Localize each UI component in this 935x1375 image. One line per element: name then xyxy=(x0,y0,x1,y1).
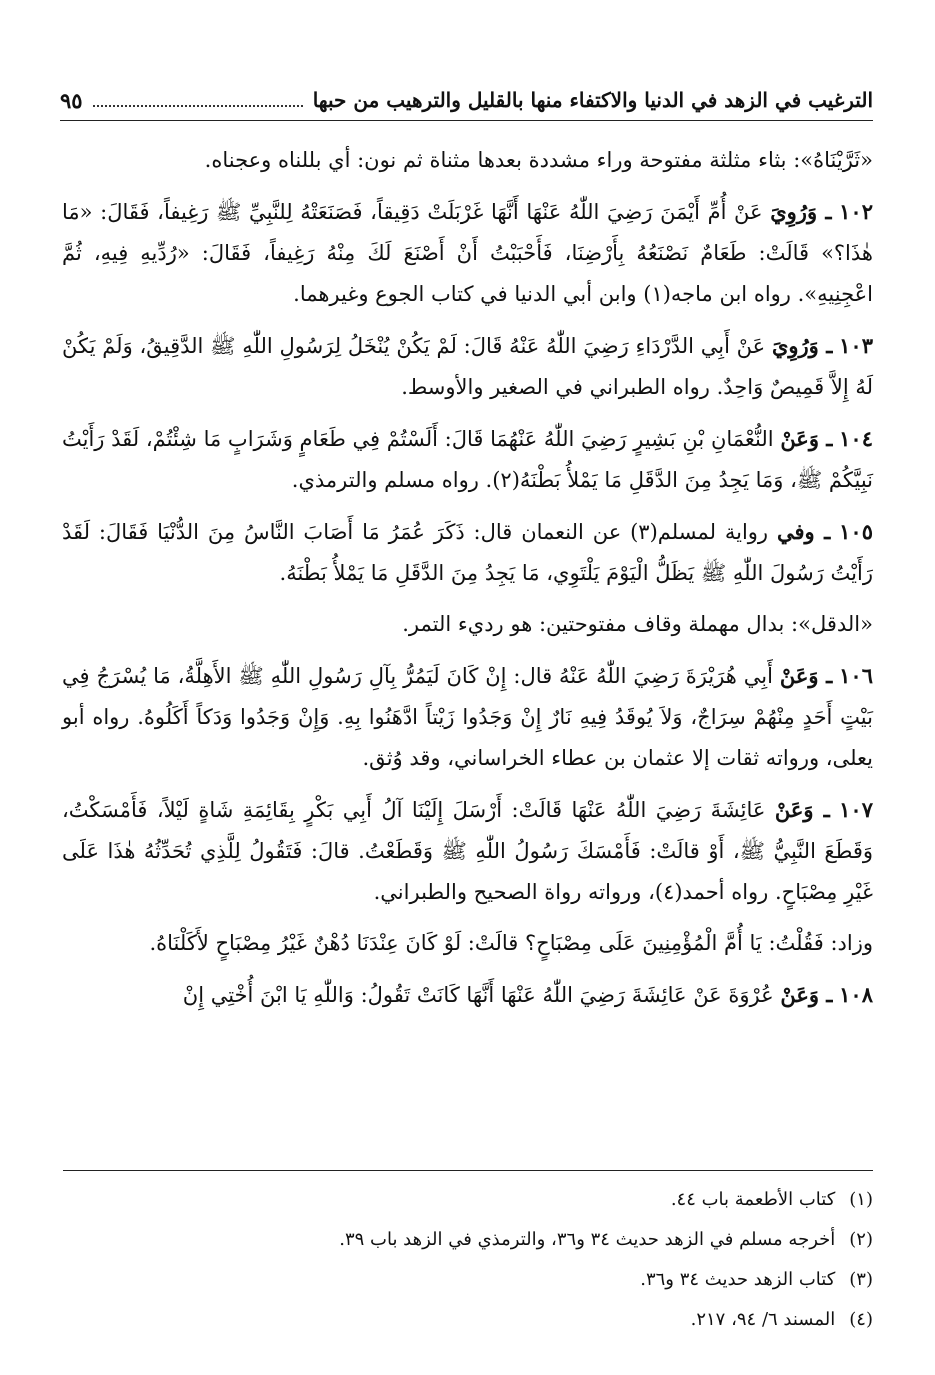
hadith-lead: ـ وَعَنْ xyxy=(779,663,833,688)
footnote-number: (٢) xyxy=(849,1229,873,1250)
hadith-text: أَبِي هُرَيْرَةَ رَضِيَ اللّٰهُ عَنْهُ قال: إِنْ كَانَ لَيَمُرُّ بِآلِ رَسُولِ اللّٰهِ ﷺ الأَهِلَّةُ، مَا يُسْرَجُ فِي بَيْتٍ أَحَدٍ مِنْهُمْ سِرَاجٌ، وَلاَ يُوقَدُ فِيهِ نَارٌ إِنْ وَجَدُوا زَيْتاً ادَّهَنُوا بِهِ. وَإِنْ وَجَدُوا وَدَكاً أَكَلُوهُ. رواه أبو يعلى، ورواته ثقات إلا عثمان بن عطاء الخراساني، وقد وُثق. xyxy=(62,664,873,770)
hadith-108 xyxy=(62,974,873,1016)
leader-dots xyxy=(93,93,303,107)
footnote-4 xyxy=(62,1300,873,1340)
hadith-number: ١٠٢ xyxy=(839,199,873,224)
hadith-number: ١٠٤ xyxy=(839,426,873,451)
hadith-107 xyxy=(62,789,873,913)
hadith-103 xyxy=(62,325,873,408)
hadith-number: ١٠٥ xyxy=(839,519,873,544)
hadith-lead: ـ وفي xyxy=(776,519,831,544)
hadith-number: ١٠٦ xyxy=(839,663,873,688)
hadith-text: رواية لمسلم(٣) عن النعمان قال: ذَكَرَ عُمَرُ مَا أَصَابَ النَّاسُ مِنَ الدُّنْيَا فَقَالَ: لَقَدْ رَأَيْتُ رَسُولَ اللّٰهِ ﷺ يَظَلُّ الْيَوْمَ يَلْتَوِي، مَا يَجِدُ مِنَ الدَّقَلِ مَا يَمْلأُ بَطْنَهُ. xyxy=(62,520,873,585)
running-title: الترغيب في الزهد في الدنيا والاكتفاء منها بالقليل والترهيب من حبها xyxy=(312,88,873,112)
footnote-1 xyxy=(62,1180,873,1220)
hadith-number: ١٠٣ xyxy=(839,333,873,358)
hadith-105 xyxy=(62,511,873,594)
hadith-lead: ـ وَرُوِيَ xyxy=(771,333,833,358)
hadith-106 xyxy=(62,655,873,779)
hadith-number: ١٠٧ xyxy=(839,797,873,822)
note-zad: وزاد: فَقُلْتُ: يَا أُمَّ الْمُؤْمِنِينَ عَلَى مِصْبَاحٍ؟ قالَتْ: لَوْ كَانَ عِنْدَنَا دُهْنٌ غَيْرُ مِصْبَاحٍ لأَكَلْنَاهُ. xyxy=(149,931,873,955)
page-body xyxy=(62,140,873,1026)
footnote-text: المسند ٦/ ٩٤، ٢١٧. xyxy=(690,1309,836,1330)
footnote-text: كتاب الأطعمة باب ٤٤. xyxy=(670,1189,836,1210)
footnotes xyxy=(62,1180,873,1340)
footnote-text: كتاب الزهد حديث ٣٤ و٣٦. xyxy=(640,1269,836,1290)
footnote-number: (١) xyxy=(849,1189,873,1210)
note-daqal: «الدقل»: بدال مهملة وقاف مفتوحتين: هو رديء التمر. xyxy=(402,612,873,636)
page-number: ٩٥ xyxy=(60,87,83,113)
hadith-text: عَائِشَةَ رَضِيَ اللّٰهُ عَنْهَا قَالَتْ: أَرْسَلَ إِلَيْنَا آلُ أَبِي بَكْرٍ بِقَائِمَةِ شَاةٍ لَيْلاً، فَأَمْسَكْتُ، وَقَطَعَ النَّبِيُّ ﷺ، أَوْ قالَتْ: فَأَمْسَكَ رَسُولُ اللّٰهِ ﷺ وَقَطَعْتُ. قالَ: فَتَقُولُ لِلَّذِي تُحَدِّثُهُ هٰذَا عَلَى غَيْرِ مِصْبَاحٍ. رواه أحمد(٤)، ورواته رواة الصحيح والطبراني. xyxy=(62,798,873,904)
footnote-2 xyxy=(62,1220,873,1260)
hadith-102 xyxy=(62,191,873,315)
hadith-text: عَنْ أَبِي الدَّرْدَاءِ رَضِيَ اللّٰهُ عَنْهُ قَالَ: لَمْ يَكُنْ يُنْخَلُ لِرَسُولِ اللّٰهِ ﷺ الدَّقِيقُ، وَلَمْ يَكُنْ لَهُ إِلاَّ قَمِيصٌ وَاحِدٌ. رواه الطبراني في الصغير والأوسط. xyxy=(62,334,873,399)
hadith-number: ١٠٨ xyxy=(839,982,873,1007)
footnote-divider xyxy=(63,1170,873,1171)
hadith-lead: ـ وَرُوِيَ xyxy=(770,199,832,224)
footnote-text: أخرجه مسلم في الزهد حديث ٣٤ و٣٦، والترمذي في الزهد باب ٣٩. xyxy=(339,1229,836,1250)
hadith-text: عَنْ أُمِّ أَيْمَنَ رَضِيَ اللّٰهُ عَنْهَا أَنَّهَا غَرْبَلَتْ دَقِيقاً، فَصَنَعَتْهُ لِلنَّبِيِّ ﷺ رَغِيفاً، فَقَالَ: «مَا هٰذَا؟» قَالَتْ: طَعَامٌ نَصْنَعُهُ بِأَرْضِنَا، فَأَحْبَبْتُ أَنْ أَصْنَعَ لَكَ مِنْهُ رَغِيفاً، فَقَالَ: «رُدِّيهِ فِيهِ، ثُمَّ اعْجِنِيهِ». رواه ابن ماجه(١) وابن أبي الدنيا في كتاب الجوع وغيرهما. xyxy=(62,200,873,306)
footnote-3 xyxy=(62,1260,873,1300)
hadith-text: النُّعْمَانِ بْنِ بَشِيرٍ رَضِيَ اللّٰهُ عَنْهُمَا قَالَ: أَلَسْتُمْ فِي طَعَامٍ وَشَرَابٍ مَا شِئْتُمْ، لَقَدْ رَأَيْتُ نَبِيَّكُمْ ﷺ، وَمَا يَجِدُ مِنَ الدَّقَلِ مَا يَمْلأُ بَطْنَهُ(٢). رواه مسلم والترمذي. xyxy=(62,427,873,492)
hadith-lead: ـ وَعَنْ xyxy=(774,797,830,822)
page-header xyxy=(60,80,873,121)
hadith-text: عُرْوَةَ عَنْ عَائِشَةَ رَضِيَ اللّٰهُ عَنْهَا أَنَّهَا كَانَتْ تَقُولُ: وَاللّٰهِ يَا ابْنَ أُخْتِي إِنْ xyxy=(182,983,774,1007)
footnote-number: (٤) xyxy=(849,1309,873,1330)
hadith-lead: ـ وَعَنْ xyxy=(780,426,833,451)
hadith-104 xyxy=(62,418,873,501)
hadith-lead: ـ وَعَنْ xyxy=(780,982,833,1007)
footnote-number: (٣) xyxy=(849,1269,873,1290)
note-tharraynahu: «ثَرَّيْنَاهُ»: بثاء مثلثة مفتوحة وراء مشددة بعدها مثناة ثم نون: أي بللناه وعجناه. xyxy=(204,148,873,172)
